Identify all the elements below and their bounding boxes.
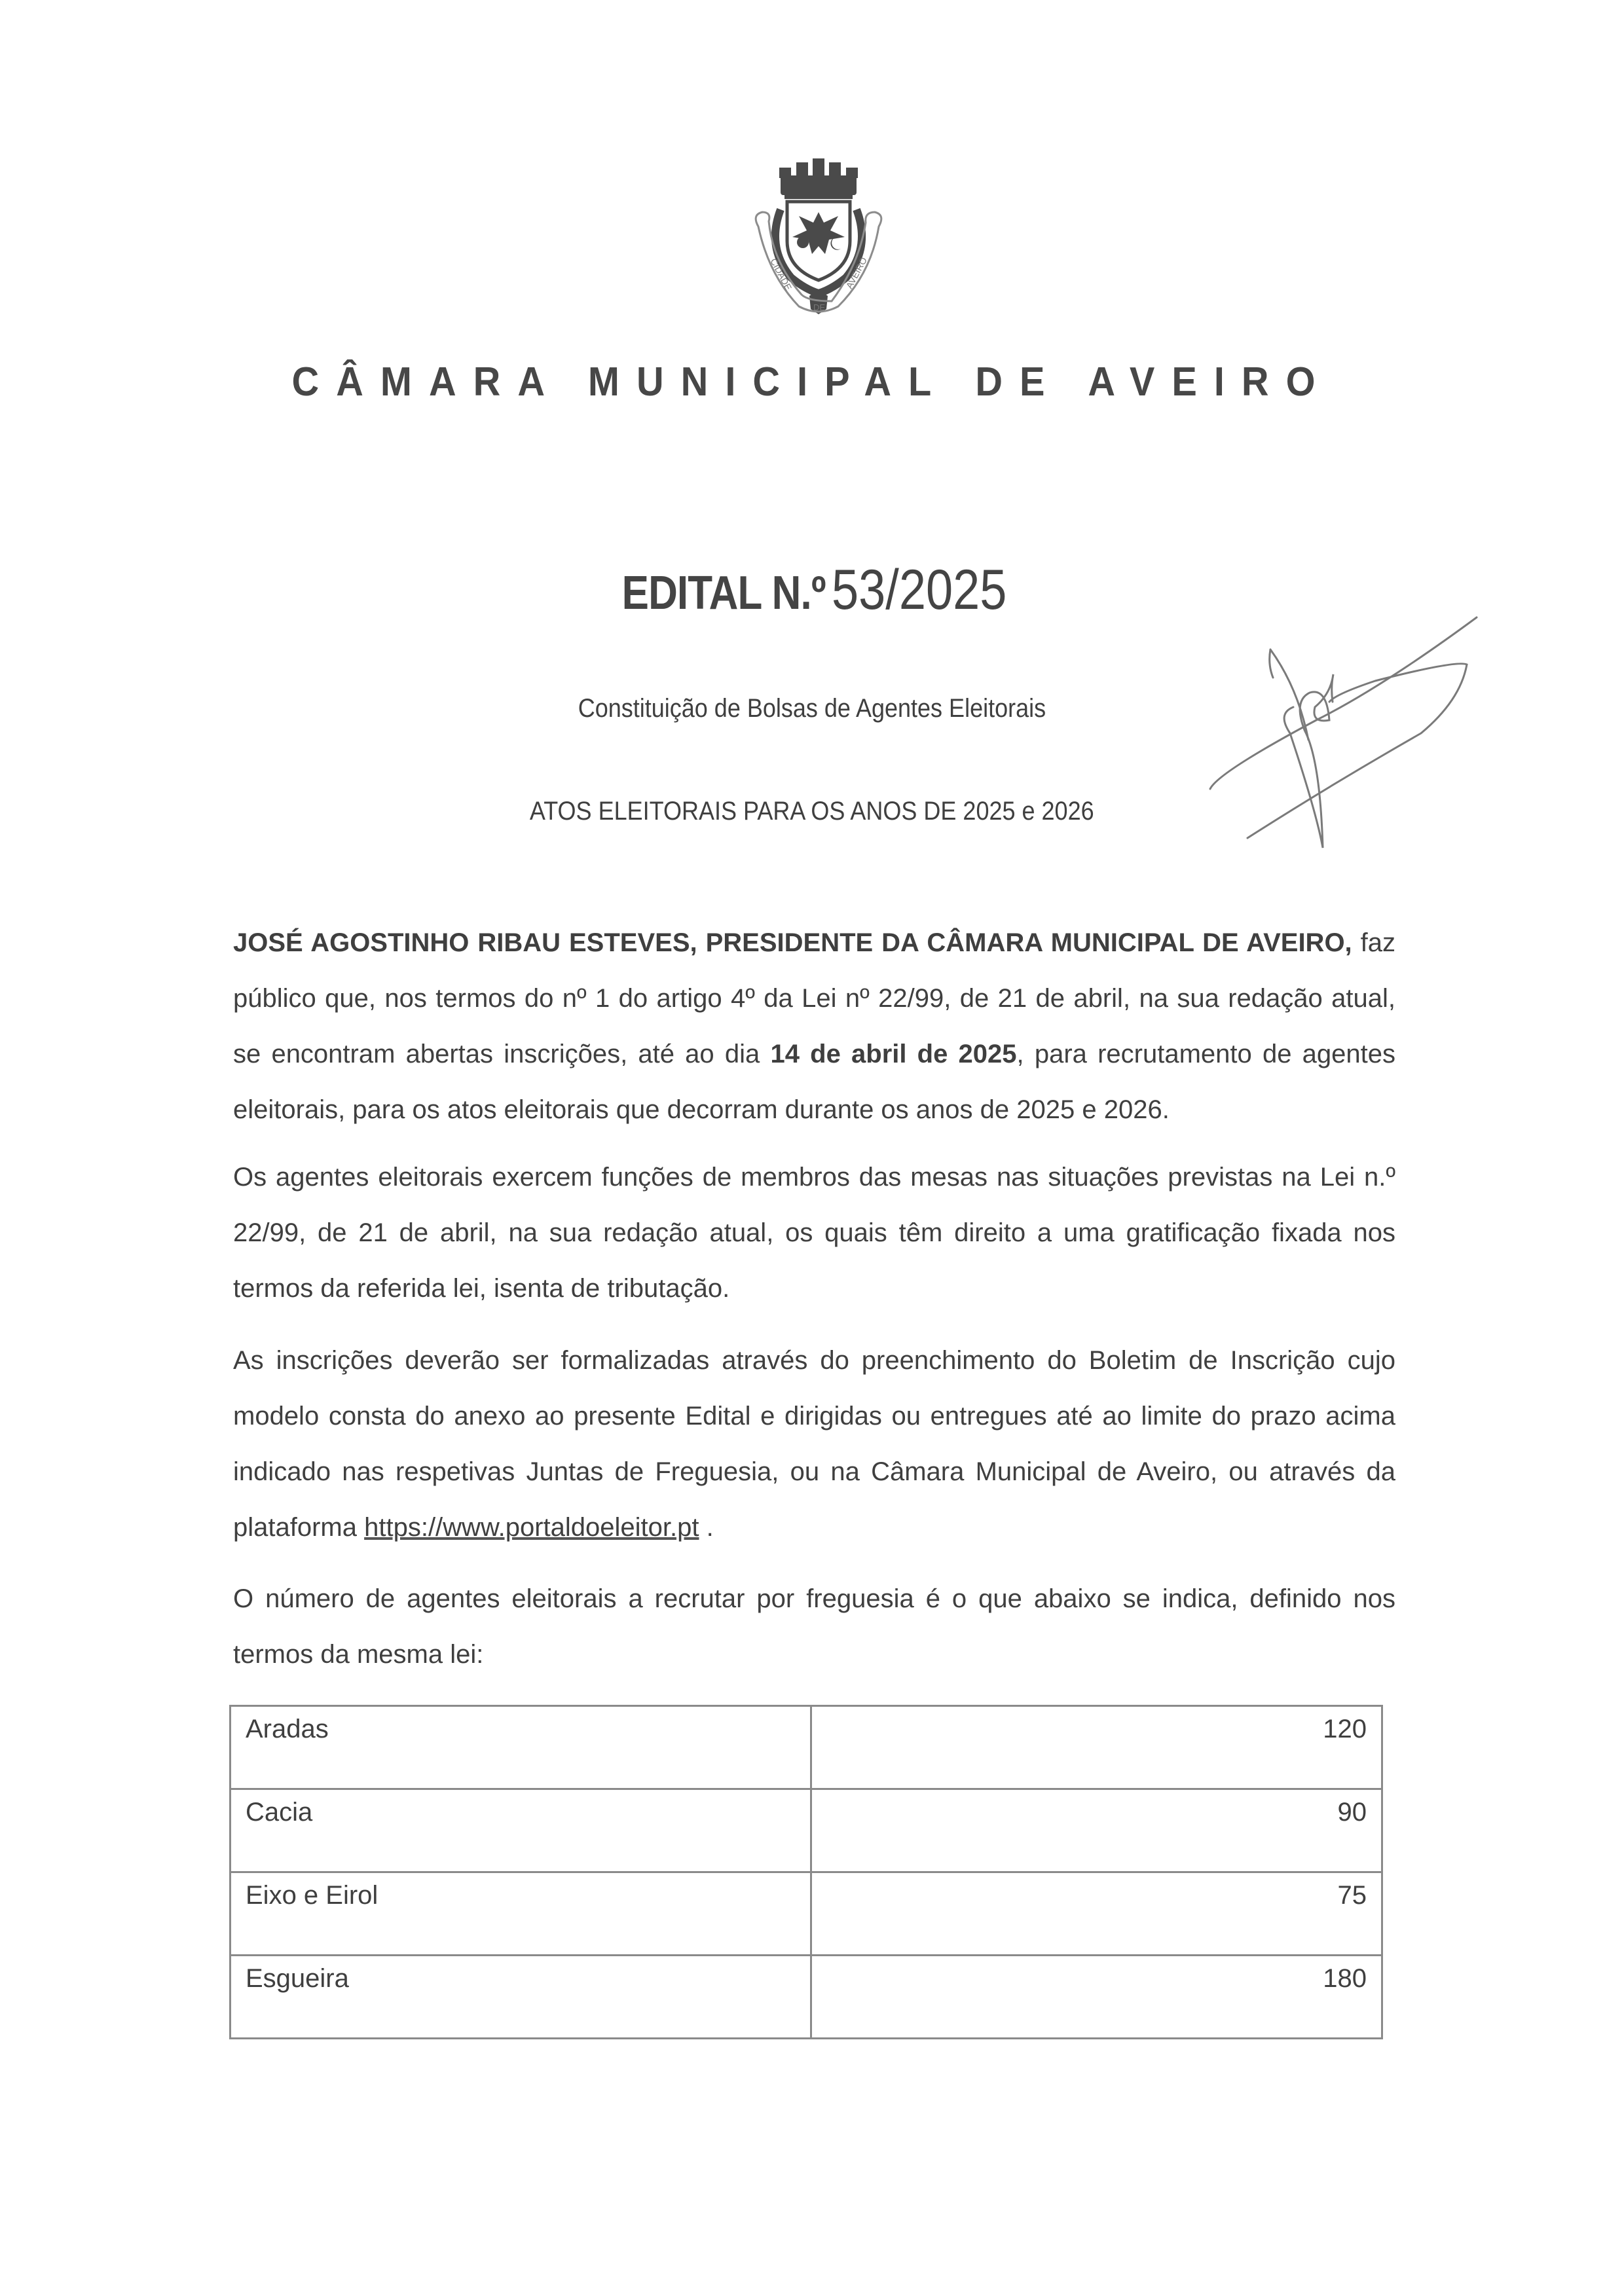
parish-name: Esgueira [231,1956,811,2039]
president-intro: JOSÉ AGOSTINHO RIBAU ESTEVES, PRESIDENTE DA CÂMARA MUNICIPAL DE AVEIRO, [233,928,1352,957]
table-row [231,1706,1382,1789]
table-row [231,1789,1382,1872]
portal-do-eleitor-link[interactable]: https://www.portaldoeleitor.pt [364,1513,699,1542]
announcement-text-a: faz público que, nos termos do nº 1 do artigo 4º da Lei nº 22/99, de 21 de abril, na sua redação atual, se encontram abertas inscrições, até ao dia [233,928,1395,1068]
registration-text: As inscrições deverão ser formalizadas através do preenchimento do Boletim de Inscrição cujo modelo consta do anexo ao presente Edital e dirigidas ou entregues até ao limite do prazo acima indicado nas respetivas Juntas de Freguesia, ou na Câmara Municipal de Aveiro, ou através da plataforma [233,1346,1395,1542]
agents-count: 180 [811,1956,1382,2039]
parish-agents-table [229,1705,1383,2039]
organization-name: CÂMARA MUNICIPAL DE AVEIRO [291,359,1333,405]
duties-text: Os agentes eleitorais exercem funções de membros das mesas nas situações previstas na Lei n.º 22/99, de 21 de abril, na sua redação atual, os quais têm direito a uma gratificação fixada nos termos da referida lei, isenta de tributação. [233,1163,1395,1303]
paragraph-registration [233,1333,1395,1556]
notice-subtitle-text: Constituição de Bolsas de Agentes Eleitorais [578,694,1046,723]
paragraph-announcement [233,915,1395,1138]
agents-count: 120 [811,1706,1382,1789]
paragraph-duties [233,1150,1395,1317]
table-row [231,1872,1382,1956]
announcement-text-b: , para recrutamento de agentes eleitorais, para os atos eleitorais que decorram durante os anos de 2025 e 2026. [233,1040,1396,1124]
handwritten-signature-icon [1159,589,1500,851]
crest-motto-bottom: DE [813,302,826,312]
table-row [231,1956,1382,2039]
registration-after-link: . [699,1513,714,1542]
notice-scope-text: ATOS ELEITORAIS PARA OS ANOS DE 2025 e 2026 [530,797,1094,826]
parish-name: Cacia [231,1789,811,1872]
parish-name: Aradas [231,1706,811,1789]
deadline-date: 14 de abril de 2025 [770,1040,1017,1068]
crest-motto-left: CIDADE [768,256,794,293]
agents-count: 90 [811,1789,1382,1872]
notice-label: EDITAL N.º [621,567,826,619]
crest-motto-right: AVEIRO [843,255,870,291]
parish-name: Eixo e Eirol [231,1872,811,1956]
notice-number: 53/2025 [832,558,1007,621]
agents-count: 75 [811,1872,1382,1956]
municipal-coat-of-arms-icon [740,149,897,319]
table-intro-text: O número de agentes eleitorais a recrutar por freguesia é o que abaixo se indica, definido nos termos da mesma lei: [233,1584,1395,1669]
paragraph-table-intro [233,1571,1395,1683]
